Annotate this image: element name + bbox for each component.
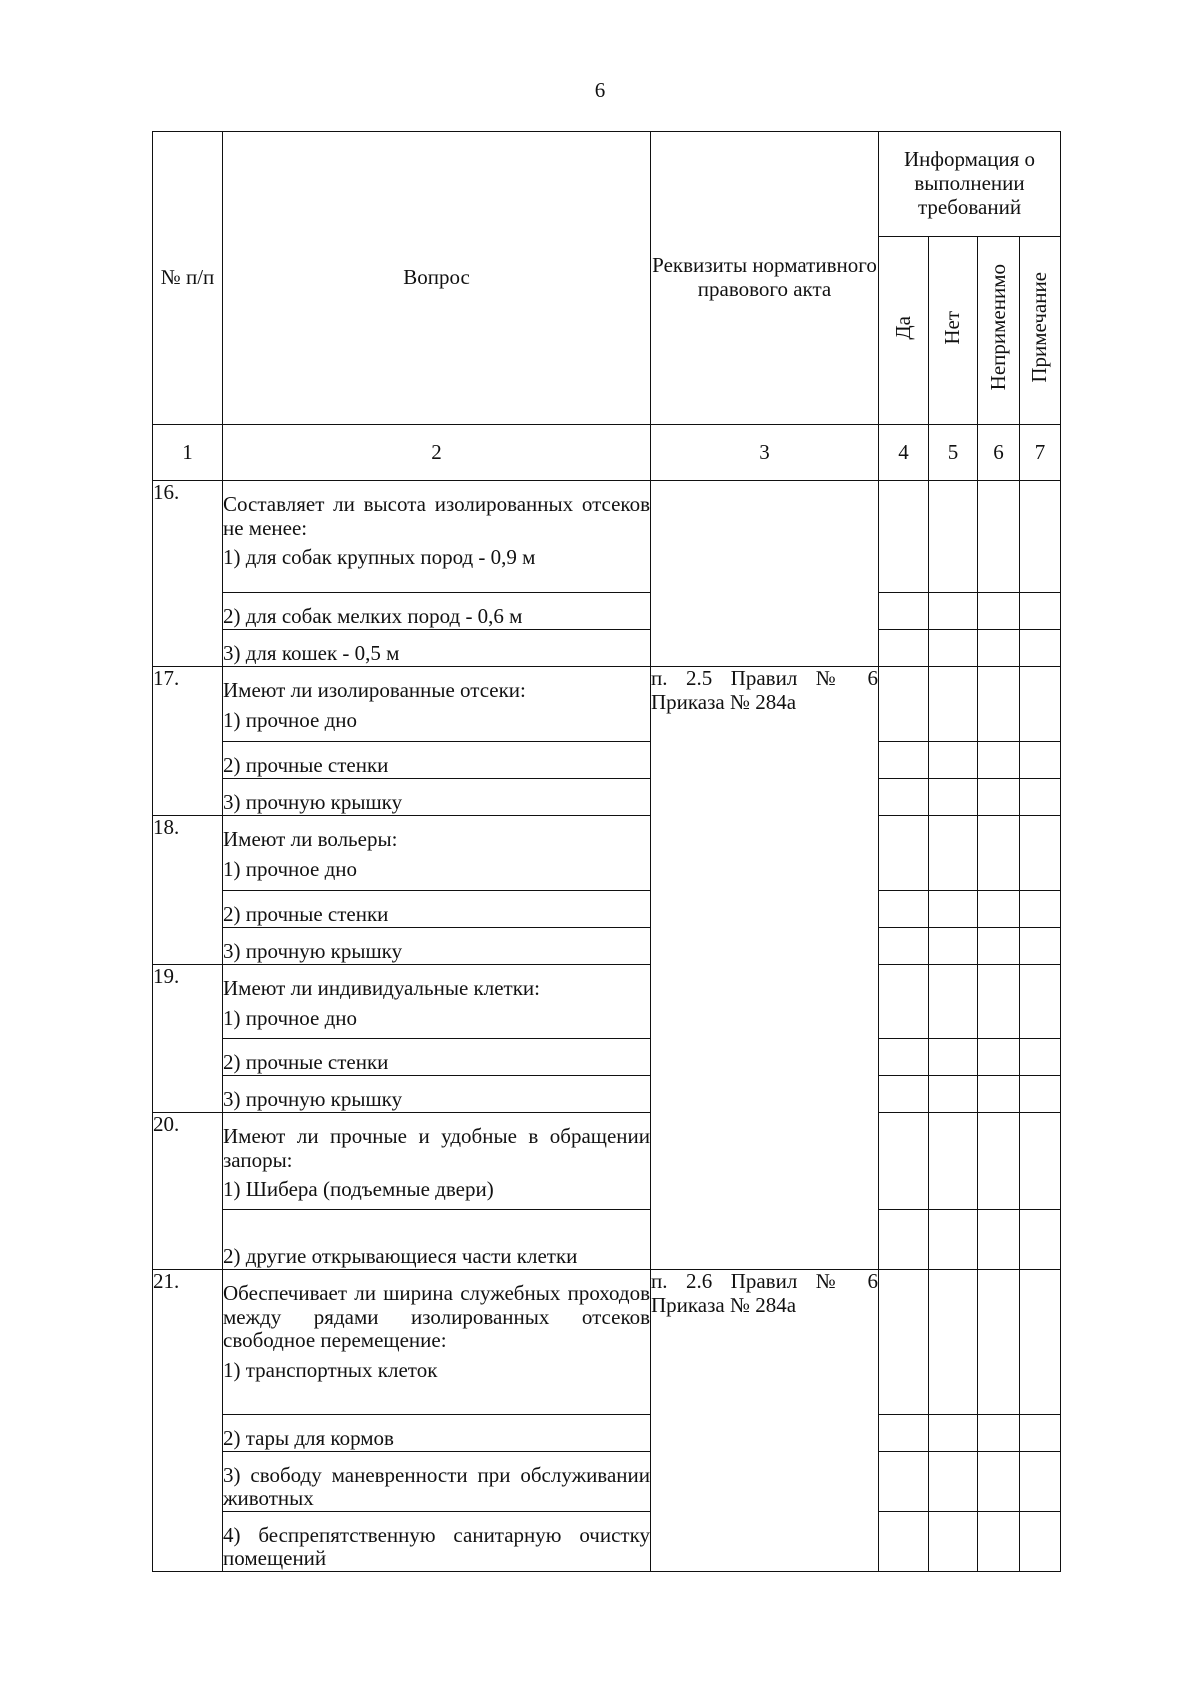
answer-cell-note[interactable] — [1020, 928, 1061, 965]
answer-cell-note[interactable] — [1020, 1270, 1061, 1415]
answer-cell-not-applicable[interactable] — [978, 1076, 1020, 1113]
row-18-item-3: 3) прочную крышку — [223, 928, 651, 965]
row-21-item-4-text: 4) беспрепятственную санитарную очистку помещений — [223, 1522, 650, 1571]
header-info: Информация о выполнении требований — [879, 132, 1061, 237]
row-20-item-2 — [223, 1210, 651, 1270]
column-number: 7 — [1020, 425, 1061, 481]
row-16-number: 16. — [153, 481, 223, 667]
row-21-item-3-text: 3) свободу маневренности при обслуживании животных — [223, 1462, 650, 1511]
requisites-text-a: п. 2.5 Правил № 6 Приказа № 284а — [651, 666, 878, 714]
answer-cell-no[interactable] — [929, 1270, 978, 1415]
answer-cell-note[interactable] — [1020, 965, 1061, 1039]
column-number: 6 — [978, 425, 1020, 481]
answer-cell-yes[interactable] — [879, 1512, 929, 1572]
answer-cell-not-applicable[interactable] — [978, 630, 1020, 667]
row-20-question-text: Имеют ли прочные и удобные в обращении запоры: — [223, 1124, 650, 1172]
requisites-cell-a — [651, 667, 879, 1270]
row-21-number: 21. — [153, 1270, 223, 1572]
answer-cell-yes[interactable] — [879, 1039, 929, 1076]
answer-cell-not-applicable[interactable] — [978, 891, 1020, 928]
row-19-question — [223, 965, 651, 1039]
answer-cell-yes[interactable] — [879, 779, 929, 816]
answer-cell-yes[interactable] — [879, 891, 929, 928]
row-18-number: 18. — [153, 816, 223, 965]
row-17-question — [223, 667, 651, 742]
answer-cell-yes[interactable] — [879, 928, 929, 965]
answer-cell-yes[interactable] — [879, 965, 929, 1039]
header-note-label: Примечание — [1027, 272, 1052, 383]
answer-cell-no[interactable] — [929, 667, 978, 742]
answer-cell-not-applicable[interactable] — [978, 1113, 1020, 1210]
column-number: 4 — [879, 425, 929, 481]
answer-cell-yes[interactable] — [879, 1270, 929, 1415]
answer-cell-not-applicable[interactable] — [978, 965, 1020, 1039]
answer-cell-yes[interactable] — [879, 1113, 929, 1210]
answer-cell-yes[interactable] — [879, 667, 929, 742]
answer-cell-not-applicable[interactable] — [978, 1210, 1020, 1270]
answer-cell-yes[interactable] — [879, 742, 929, 779]
answer-cell-not-applicable[interactable] — [978, 481, 1020, 593]
column-number: 3 — [651, 425, 879, 481]
row-19-item-3: 3) прочную крышку — [223, 1076, 651, 1113]
row-21-item-3 — [223, 1452, 651, 1512]
answer-cell-no[interactable] — [929, 481, 978, 593]
answer-cell-no[interactable] — [929, 1210, 978, 1270]
answer-cell-not-applicable[interactable] — [978, 816, 1020, 891]
answer-cell-yes[interactable] — [879, 593, 929, 630]
answer-cell-note[interactable] — [1020, 891, 1061, 928]
answer-cell-no[interactable] — [929, 779, 978, 816]
answer-cell-not-applicable[interactable] — [978, 742, 1020, 779]
answer-cell-yes[interactable] — [879, 1415, 929, 1452]
answer-cell-no[interactable] — [929, 965, 978, 1039]
answer-cell-note[interactable] — [1020, 481, 1061, 593]
header-no-label: Нет — [940, 310, 965, 345]
row-17-item-2: 2) прочные стенки — [223, 742, 651, 779]
header-yes-label: Да — [890, 315, 915, 340]
header-requisites: Реквизиты нормативного правового акта — [651, 132, 879, 425]
answer-cell-not-applicable[interactable] — [978, 667, 1020, 742]
row-18-item-1: 1) прочное дно — [223, 856, 357, 881]
answer-cell-no[interactable] — [929, 1452, 978, 1512]
answer-cell-no[interactable] — [929, 593, 978, 630]
answer-cell-note[interactable] — [1020, 1512, 1061, 1572]
row-20-item-1: 1) Шибера (подъемные двери) — [223, 1177, 494, 1202]
answer-cell-not-applicable[interactable] — [978, 1415, 1020, 1452]
answer-cell-yes[interactable] — [879, 1210, 929, 1270]
answer-cell-no[interactable] — [929, 1113, 978, 1210]
answer-cell-note[interactable] — [1020, 1113, 1061, 1210]
row-20-item-2-text: 2) другие открывающиеся части клетки — [223, 1244, 578, 1269]
row-19-item-1: 1) прочное дно — [223, 1005, 357, 1030]
row-21-question — [223, 1270, 651, 1415]
answer-cell-note[interactable] — [1020, 1415, 1061, 1452]
answer-cell-note[interactable] — [1020, 630, 1061, 667]
row-17-item-3: 3) прочную крышку — [223, 779, 651, 816]
answer-cell-not-applicable[interactable] — [978, 928, 1020, 965]
requisites-empty-cell — [651, 481, 879, 667]
answer-cell-note[interactable] — [1020, 779, 1061, 816]
answer-cell-note[interactable] — [1020, 1076, 1061, 1113]
row-18-question — [223, 816, 651, 891]
answer-cell-not-applicable[interactable] — [978, 1452, 1020, 1512]
answer-cell-note[interactable] — [1020, 593, 1061, 630]
column-number: 5 — [929, 425, 978, 481]
answer-cell-no[interactable] — [929, 928, 978, 965]
header-yes — [879, 237, 929, 425]
row-19-item-2: 2) прочные стенки — [223, 1039, 651, 1076]
row-21-item-2: 2) тары для кормов — [223, 1415, 651, 1452]
answer-cell-no[interactable] — [929, 891, 978, 928]
answer-cell-note[interactable] — [1020, 667, 1061, 742]
answer-cell-yes[interactable] — [879, 630, 929, 667]
header-no — [929, 237, 978, 425]
answer-cell-no[interactable] — [929, 742, 978, 779]
row-18-question-text: Имеют ли вольеры: — [223, 827, 398, 851]
answer-cell-note[interactable] — [1020, 816, 1061, 891]
row-19-number: 19. — [153, 965, 223, 1113]
answer-cell-yes[interactable] — [879, 481, 929, 593]
row-16-question — [223, 481, 651, 593]
row-16-question-text: Составляет ли высота изолированных отсеков не менее: — [223, 492, 650, 540]
requisites-text-b: п. 2.6 Правил № 6 Приказа № 284а — [651, 1269, 878, 1317]
checklist-table — [152, 131, 1061, 1572]
answer-cell-yes[interactable] — [879, 816, 929, 891]
row-20-question — [223, 1113, 651, 1210]
row-19-question-text: Имеют ли индивидуальные клетки: — [223, 976, 540, 1000]
answer-cell-yes[interactable] — [879, 1452, 929, 1512]
page-number: 6 — [594, 78, 606, 102]
answer-cell-yes[interactable] — [879, 1076, 929, 1113]
answer-cell-no[interactable] — [929, 1039, 978, 1076]
answer-cell-note[interactable] — [1020, 1210, 1061, 1270]
answer-cell-no[interactable] — [929, 1076, 978, 1113]
header-question: Вопрос — [223, 132, 651, 425]
answer-cell-not-applicable[interactable] — [978, 779, 1020, 816]
answer-cell-note[interactable] — [1020, 742, 1061, 779]
row-21-item-1: 1) транспортных клеток — [223, 1358, 438, 1383]
column-number: 1 — [153, 425, 223, 481]
answer-cell-not-applicable[interactable] — [978, 1270, 1020, 1415]
row-18-item-2: 2) прочные стенки — [223, 891, 651, 928]
row-17-question-text: Имеют ли изолированные отсеки: — [223, 678, 526, 702]
row-21-item-4 — [223, 1512, 651, 1572]
row-16-item-1: 1) для собак крупных пород - 0,9 м — [223, 545, 536, 570]
answer-cell-note[interactable] — [1020, 1452, 1061, 1512]
header-not-applicable-label: Неприменимо — [985, 264, 1010, 391]
answer-cell-no[interactable] — [929, 816, 978, 891]
column-number: 2 — [223, 425, 651, 481]
answer-cell-no[interactable] — [929, 1415, 978, 1452]
row-16-item-3: 3) для кошек - 0,5 м — [223, 630, 651, 667]
header-not-applicable — [978, 237, 1020, 425]
answer-cell-not-applicable[interactable] — [978, 1512, 1020, 1572]
header-num: № п/п — [153, 132, 223, 425]
row-21-question-text: Обеспечивает ли ширина служебных проходов между рядами изолированных отсеков свободное перемещение: — [223, 1281, 650, 1353]
answer-cell-no[interactable] — [929, 1512, 978, 1572]
row-16-item-2: 2) для собак мелких пород - 0,6 м — [223, 593, 651, 630]
answer-cell-note[interactable] — [1020, 1039, 1061, 1076]
row-20-number: 20. — [153, 1113, 223, 1270]
requisites-cell-b — [651, 1270, 879, 1572]
answer-cell-no[interactable] — [929, 630, 978, 667]
header-note — [1020, 237, 1061, 425]
answer-cell-not-applicable[interactable] — [978, 593, 1020, 630]
row-17-number: 17. — [153, 667, 223, 816]
row-17-item-1: 1) прочное дно — [223, 707, 357, 732]
answer-cell-not-applicable[interactable] — [978, 1039, 1020, 1076]
